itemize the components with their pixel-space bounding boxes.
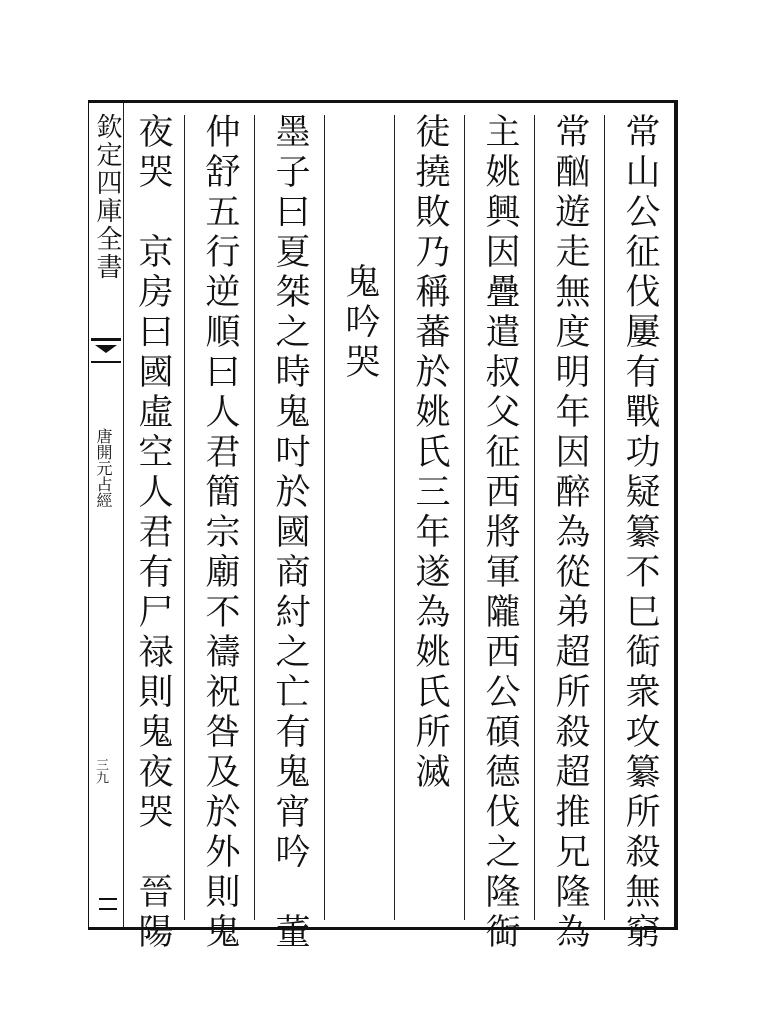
- text-column-3: 主姚興因疊遣叔父征西將軍隴西公碩德伐之隆䘖: [480, 113, 520, 953]
- book-title: 欽定四庫全書: [92, 113, 122, 281]
- section-heading: 鬼吟哭: [340, 263, 380, 383]
- column-rule: [604, 115, 605, 920]
- text-column-6: 墨子曰夏桀之時鬼吋於國商紂之亡有鬼宵吟 董: [270, 113, 310, 953]
- text-column-2: 常酗遊走無度明年因醉為從弟超所殺超推兄隆為: [550, 113, 590, 953]
- book-page: [88, 100, 678, 953]
- text-column-7: 仲舒五行逆順曰人君簡宗廟不禱祝咎及於外則鬼: [200, 113, 240, 953]
- fishtail-mark: [91, 338, 121, 363]
- column-rule: [394, 115, 395, 920]
- page-margin-strip: [89, 103, 124, 927]
- column-rule: [464, 115, 465, 920]
- column-rule: [534, 115, 535, 920]
- bottom-mark: [99, 898, 117, 910]
- text-column-4: 徒撓敗乃稱蕃於姚氏三年遂為姚氏所滅: [410, 113, 450, 793]
- page-number: 三九: [93, 758, 108, 784]
- column-rule: [324, 115, 325, 920]
- chapter-title: 唐開元占經: [94, 428, 113, 508]
- text-column-1: 常山公征伐屢有戰功疑纂不巳䘖衆攻纂所殺無窮: [620, 113, 660, 953]
- column-rule: [254, 115, 255, 920]
- text-column-8: 夜哭 京房曰國虛空人君有尸禄則鬼夜哭 晉陽: [133, 113, 173, 953]
- column-rule: [184, 115, 185, 920]
